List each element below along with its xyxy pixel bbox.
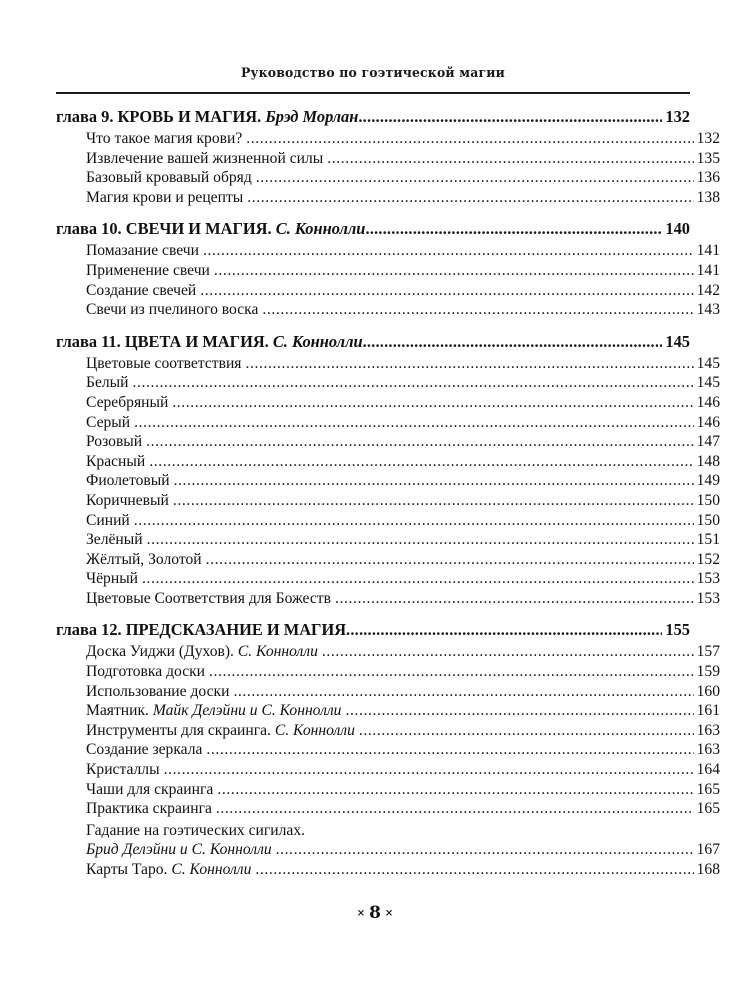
toc-entry-label xyxy=(86,721,359,741)
dot-leader xyxy=(146,432,693,448)
toc-entry-row[interactable] xyxy=(56,261,720,281)
toc-chapter-title: СВЕЧИ И МАГИЯ. xyxy=(125,219,276,239)
toc-entry-title: Подготовка доски xyxy=(86,663,206,681)
toc-entry-title: Инструменты для скраинга. xyxy=(86,721,275,739)
toc-entry-page-number: 165 xyxy=(696,780,720,798)
dot-leader xyxy=(206,550,694,566)
toc-entry-label xyxy=(86,129,246,149)
toc-entry-page-number: 141 xyxy=(696,242,720,260)
toc-entry-page-number: 145 xyxy=(696,374,720,392)
toc-entry-title: Зелёный xyxy=(86,531,143,549)
toc-entry-title: Серебряный xyxy=(86,393,169,411)
toc-entry-title: Использование доски xyxy=(86,682,230,700)
toc-chapter-row[interactable] xyxy=(56,106,690,128)
toc-entry-row[interactable] xyxy=(56,550,720,570)
toc-entry-page-number: 146 xyxy=(696,413,720,431)
toc-entry-page-number: 138 xyxy=(696,188,720,206)
toc-entry-title: Практика скраинга xyxy=(86,800,212,818)
toc-chapter-number: глава 11. xyxy=(56,331,125,351)
dot-leader xyxy=(246,129,693,145)
toc-chapter-number: глава 12. xyxy=(56,620,126,640)
toc-chapter-page-number: 140 xyxy=(665,219,690,239)
toc-entry-row[interactable] xyxy=(56,740,720,760)
toc-entry-title: Фиолетовый xyxy=(86,472,170,490)
toc-chapter-page-number: 155 xyxy=(665,620,690,640)
toc-entry-label xyxy=(86,281,200,301)
toc-entry-title: Создание зеркала xyxy=(86,741,203,759)
toc-entry-author: Брид Делэйни и С. Коннолли xyxy=(86,841,272,859)
toc-entry-row[interactable] xyxy=(56,354,720,374)
toc-entry-label xyxy=(86,780,217,800)
toc-chapter-label xyxy=(56,619,346,641)
toc-entry-author: С. Коннолли xyxy=(274,721,355,739)
toc-entry-row[interactable] xyxy=(56,413,720,433)
toc-entry-label xyxy=(86,662,209,682)
toc-entry-title: Кристаллы xyxy=(86,761,160,779)
toc-entry-title: Красный xyxy=(86,452,146,470)
toc-entry-page-number: 163 xyxy=(696,741,720,759)
dot-leader xyxy=(132,373,693,389)
toc-entry-page-number: 167 xyxy=(696,841,720,859)
toc-entry-label xyxy=(86,860,255,880)
toc-entry-page-number: 135 xyxy=(696,149,720,167)
toc-entry-page-number: 152 xyxy=(696,550,720,568)
table-of-contents xyxy=(56,106,720,880)
toc-entry-title: Синий xyxy=(86,511,130,529)
toc-entry-row[interactable] xyxy=(56,682,720,702)
dot-leader xyxy=(363,331,663,347)
folio-number: 8 xyxy=(369,903,381,923)
toc-entry-label xyxy=(86,530,147,550)
toc-entry-label xyxy=(86,471,174,491)
dot-leader xyxy=(358,106,662,122)
toc-entry-row[interactable] xyxy=(56,799,720,819)
toc-entry-page-number: 141 xyxy=(696,261,720,279)
toc-entry-row[interactable] xyxy=(56,530,720,550)
toc-entry-title: Что такое магия крови? xyxy=(86,130,243,147)
toc-entry-title: Маятник. xyxy=(86,702,153,720)
dot-leader xyxy=(164,760,694,776)
toc-entry-author: Майк Делэйни и С. Коннолли xyxy=(152,702,342,720)
toc-entry-row[interactable] xyxy=(56,642,720,662)
toc-entry-author: С. Коннолли xyxy=(237,643,318,661)
toc-entry-row[interactable] xyxy=(56,188,720,208)
toc-entry-row[interactable] xyxy=(56,471,720,491)
toc-entry-page-number: 159 xyxy=(696,663,720,681)
toc-entry-row[interactable] xyxy=(56,491,720,511)
toc-entry-row[interactable] xyxy=(56,281,720,301)
toc-entry-title: Создание свечей xyxy=(86,281,197,299)
toc-entry-title: Цветовые соответствия xyxy=(86,354,242,372)
page-folio xyxy=(0,903,750,923)
toc-chapter-number: глава 10. xyxy=(56,219,126,239)
toc-entry-row[interactable] xyxy=(56,819,720,841)
toc-entry-row[interactable] xyxy=(56,721,720,741)
dot-leader xyxy=(134,413,693,429)
toc-entry-label xyxy=(86,149,327,169)
toc-entry-page-number: 150 xyxy=(696,511,720,529)
folio-ornament-left: × xyxy=(356,908,366,919)
chapter-block xyxy=(56,106,720,207)
toc-chapter-title: КРОВЬ И МАГИЯ. xyxy=(117,107,266,126)
dot-leader xyxy=(209,662,694,678)
toc-entry-label xyxy=(86,799,216,819)
toc-chapter-page-number: 145 xyxy=(665,331,690,351)
toc-entry-label xyxy=(86,682,233,702)
toc-entry-title: Чаши для скраинга xyxy=(86,780,214,798)
toc-entry-label xyxy=(86,432,146,452)
toc-entry-page-number: 153 xyxy=(696,570,720,588)
dot-leader xyxy=(247,188,693,204)
header-divider-rule xyxy=(56,92,690,94)
chapter-block xyxy=(56,619,720,879)
toc-entry-page-number: 149 xyxy=(696,472,720,490)
toc-chapter-row[interactable] xyxy=(56,619,690,641)
toc-entry-row[interactable] xyxy=(56,149,720,169)
toc-entry-page-number: 163 xyxy=(696,721,720,739)
toc-entry-title: Карты Таро. xyxy=(86,861,172,878)
toc-entry-page-number: 157 xyxy=(696,643,720,661)
toc-entry-label xyxy=(86,241,203,261)
toc-entry-label xyxy=(86,168,256,188)
toc-entry-page-number: 136 xyxy=(696,169,720,187)
toc-entry-label xyxy=(86,261,214,281)
toc-entry-row[interactable] xyxy=(56,569,720,589)
chapter-block xyxy=(56,218,720,319)
dot-leader xyxy=(327,149,693,165)
toc-entry-row[interactable] xyxy=(56,701,720,721)
dot-leader xyxy=(200,281,693,297)
toc-entry-label xyxy=(86,701,345,721)
toc-entry-label xyxy=(86,550,206,570)
toc-entry-row[interactable] xyxy=(56,662,720,682)
dot-leader xyxy=(206,740,693,756)
toc-entry-label xyxy=(86,491,173,511)
toc-entry-label xyxy=(86,354,245,374)
toc-entry-title: Извлечение вашей жизненной силы xyxy=(86,149,324,167)
dot-leader xyxy=(149,452,693,468)
toc-entry-title: Чёрный xyxy=(86,570,139,588)
toc-entry-row[interactable] xyxy=(56,780,720,800)
toc-entry-label xyxy=(86,511,134,531)
dot-leader xyxy=(217,780,693,796)
dot-leader xyxy=(309,819,720,835)
toc-chapter-row[interactable] xyxy=(56,331,690,353)
toc-entry-row[interactable] xyxy=(56,241,720,261)
dot-leader xyxy=(345,701,693,717)
toc-entry-row[interactable] xyxy=(56,129,720,149)
dot-leader xyxy=(255,860,693,876)
toc-entry-page-number: 143 xyxy=(696,301,720,319)
toc-chapter-page-number: 132 xyxy=(665,107,690,126)
toc-entry-title: Серый xyxy=(86,413,131,431)
toc-entry-label xyxy=(86,188,247,208)
toc-entry-title: Гадание на гоэтических сигилах. xyxy=(86,821,306,839)
toc-entry-title: Применение свечи xyxy=(86,261,210,279)
running-head: Руководство по гоэтической магии xyxy=(240,66,506,81)
toc-entry-label xyxy=(86,452,149,472)
toc-chapter-author: С. Коннолли xyxy=(272,331,363,351)
toc-entry-page-number: 132 xyxy=(696,130,720,147)
toc-entry-page-number: 147 xyxy=(696,433,720,451)
toc-entry-label xyxy=(86,300,262,320)
dot-leader xyxy=(233,682,693,698)
dot-leader xyxy=(147,530,694,546)
toc-entry-page-number: 164 xyxy=(696,761,720,779)
dot-leader xyxy=(173,491,694,507)
toc-entry-page-number: 151 xyxy=(696,531,720,549)
dot-leader xyxy=(276,840,694,856)
toc-entry-page-number: 146 xyxy=(696,393,720,411)
toc-entry-row[interactable] xyxy=(56,373,720,393)
toc-entry-title: Доска Уиджи (Духов). xyxy=(86,643,238,661)
toc-entry-title: Свечи из пчелиного воска xyxy=(86,301,259,319)
toc-entry-label xyxy=(86,840,276,860)
dot-leader xyxy=(174,471,694,487)
toc-entry-row[interactable] xyxy=(56,452,720,472)
toc-chapter-label xyxy=(56,331,363,353)
toc-entry-label xyxy=(86,373,132,393)
toc-entry-label xyxy=(86,642,322,662)
toc-entry-label xyxy=(86,589,335,609)
chapter-block xyxy=(56,331,720,609)
toc-chapter-title: ЦВЕТА И МАГИЯ. xyxy=(124,331,273,351)
dot-leader xyxy=(214,261,694,277)
toc-entry-label xyxy=(86,760,164,780)
toc-chapter-title: ПРЕДСКАЗАНИЕ И МАГИЯ xyxy=(125,620,347,640)
toc-entry-row[interactable] xyxy=(56,300,720,320)
toc-entry-row[interactable] xyxy=(56,589,720,609)
toc-entry-row[interactable] xyxy=(56,860,720,880)
dot-leader xyxy=(245,354,693,370)
toc-chapter-author: Брэд Морлан xyxy=(265,107,359,126)
dot-leader xyxy=(142,569,694,585)
toc-entry-row[interactable] xyxy=(56,393,720,413)
toc-entry-row[interactable] xyxy=(56,840,720,860)
toc-entry-page-number: 160 xyxy=(696,682,720,700)
toc-entry-page-number: 150 xyxy=(696,491,720,509)
toc-entry-row[interactable] xyxy=(56,168,720,188)
toc-entry-title: Магия крови и рецепты xyxy=(86,188,244,206)
toc-entry-page-number: 148 xyxy=(696,452,720,470)
toc-entry-title: Цветовые Соответствия для Божеств xyxy=(86,589,331,607)
toc-chapter-label xyxy=(56,106,358,128)
toc-entry-title: Помазание свечи xyxy=(86,242,199,260)
toc-entry-label xyxy=(86,740,206,760)
dot-leader xyxy=(172,393,693,409)
toc-chapter-row[interactable] xyxy=(56,218,690,240)
toc-entry-title: Жёлтый, Золотой xyxy=(86,550,202,568)
toc-entry-author: С. Коннолли xyxy=(171,861,252,878)
dot-leader xyxy=(203,241,694,257)
toc-chapter-number: глава 9. xyxy=(56,107,118,126)
toc-entry-page-number: 168 xyxy=(696,861,720,878)
dot-leader xyxy=(322,642,694,658)
toc-entry-label xyxy=(86,413,134,433)
toc-entry-title: Базовый кровавый обряд xyxy=(86,169,252,187)
toc-entry-page-number: 145 xyxy=(696,354,720,372)
toc-entry-row[interactable] xyxy=(56,432,720,452)
toc-entry-title: Белый xyxy=(86,374,129,392)
dot-leader xyxy=(359,721,694,737)
toc-entry-page-number: 153 xyxy=(696,589,720,607)
dot-leader xyxy=(335,589,694,605)
dot-leader xyxy=(346,619,662,635)
dot-leader xyxy=(256,168,694,184)
toc-entry-title: Коричневый xyxy=(86,491,169,509)
dot-leader xyxy=(365,218,662,234)
folio-ornament-right: × xyxy=(384,908,394,919)
toc-entry-label xyxy=(86,821,309,841)
toc-entry-title: Розовый xyxy=(86,433,143,451)
toc-entry-row[interactable] xyxy=(56,760,720,780)
toc-chapter-label xyxy=(56,218,365,240)
dot-leader xyxy=(216,799,694,815)
toc-entry-label xyxy=(86,569,142,589)
toc-entry-page-number: 161 xyxy=(696,702,720,720)
toc-entry-row[interactable] xyxy=(56,511,720,531)
toc-entry-label xyxy=(86,393,172,413)
dot-leader xyxy=(262,300,693,316)
toc-entry-page-number: 142 xyxy=(696,281,720,299)
toc-entry-page-number: 165 xyxy=(696,800,720,818)
toc-chapter-author: С. Коннолли xyxy=(275,219,366,239)
dot-leader xyxy=(134,511,694,527)
